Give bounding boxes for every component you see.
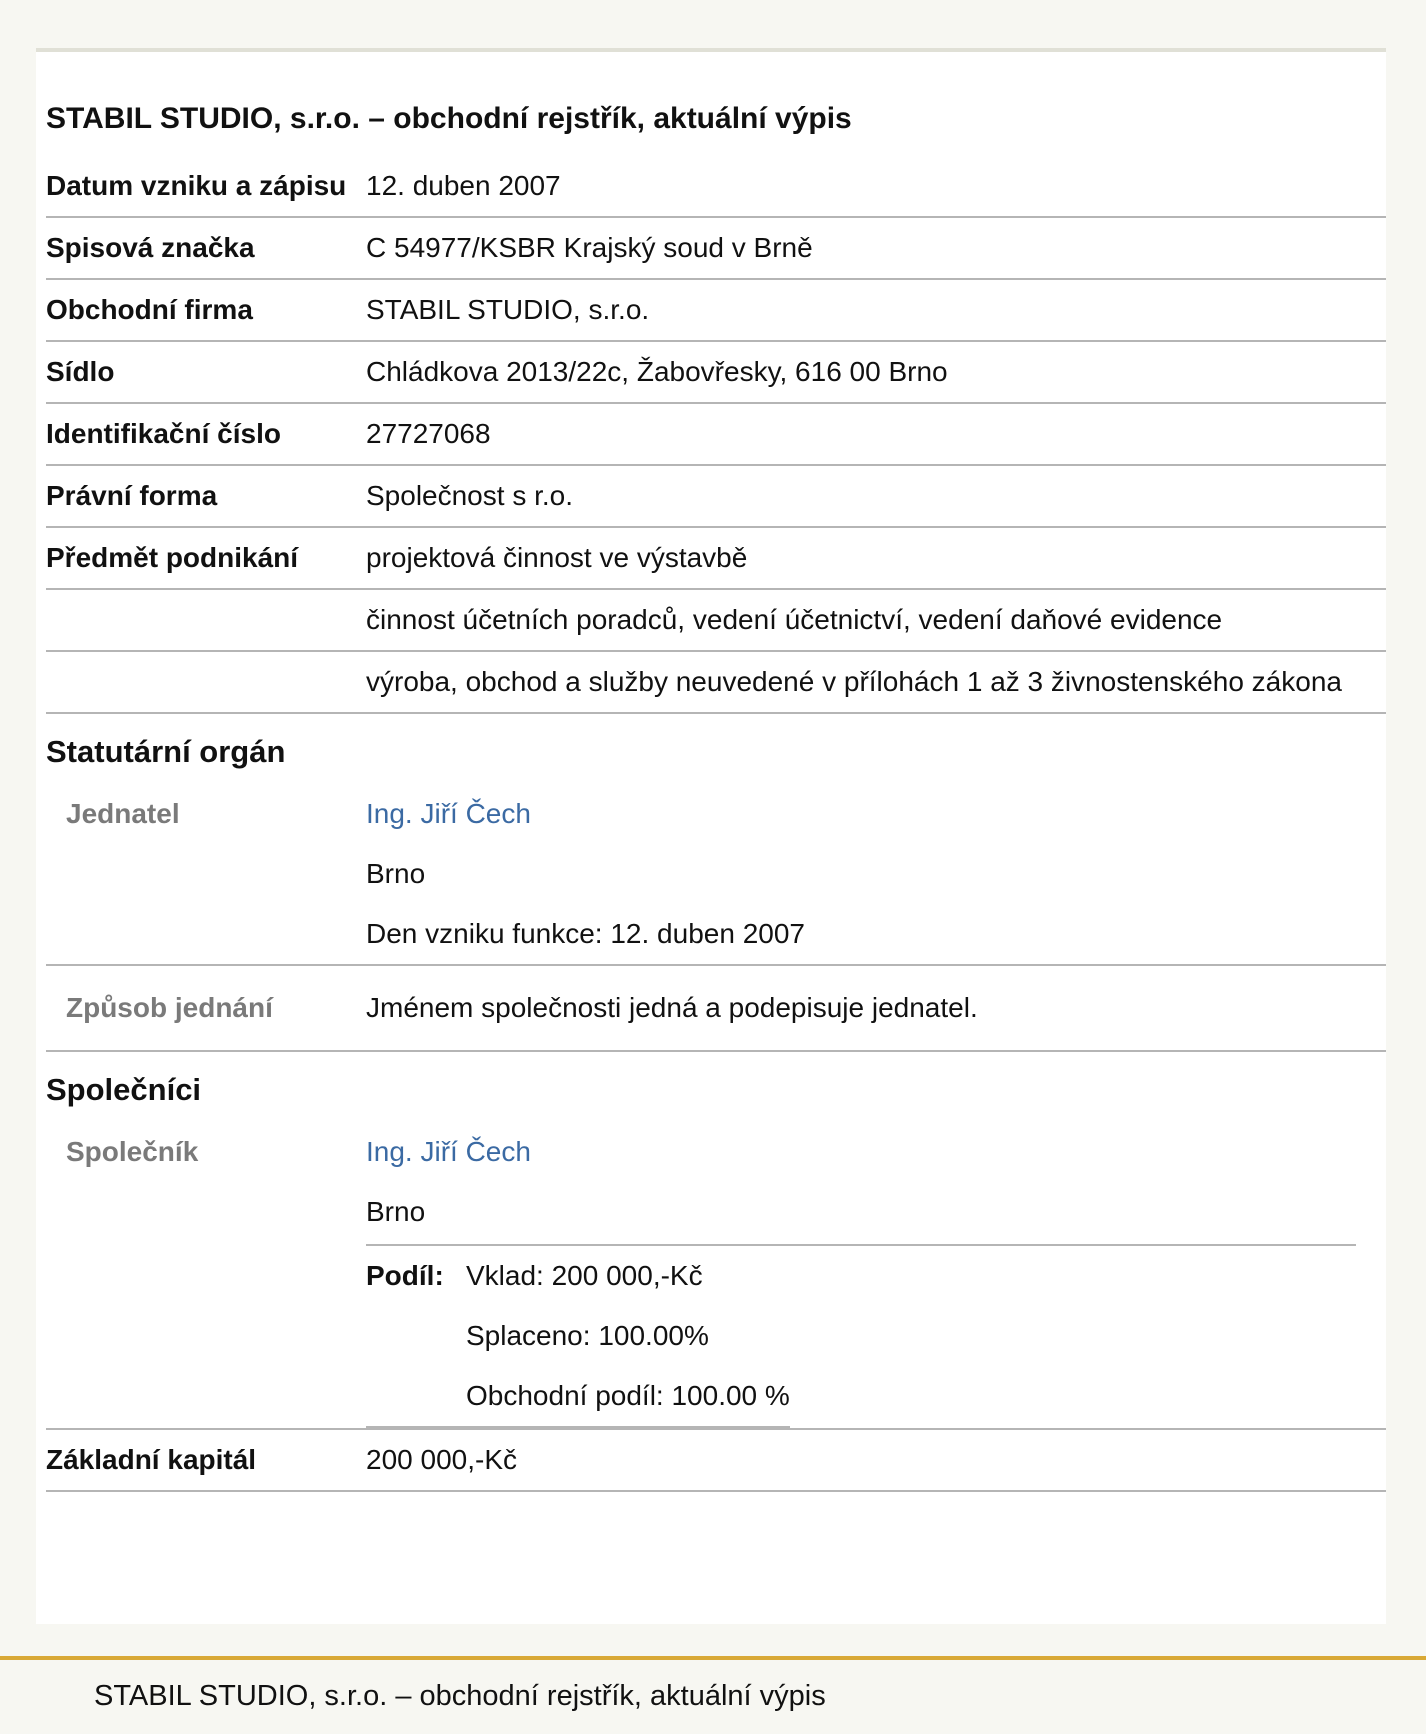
- predmet-item: činnost účetních poradců, vedení účetnictví, vedení daňové evidence: [366, 589, 1386, 651]
- jednatel-since: Den vzniku funkce: 12. duben 2007: [366, 918, 805, 949]
- row-jednatel: [46, 784, 1386, 965]
- label-forma: Právní forma: [46, 465, 366, 527]
- predmet-item: projektová činnost ve výstavbě: [366, 527, 1386, 589]
- value-ico: 27727068: [366, 403, 1386, 465]
- page-title: STABIL STUDIO, s.r.o. – obchodní rejstřík, aktuální výpis: [46, 102, 852, 135]
- value-datum: 12. duben 2007: [366, 156, 1386, 217]
- row-zpusob: [46, 965, 1386, 1051]
- footer-bar: [0, 1656, 1426, 1734]
- row-spis: [46, 217, 1386, 279]
- row-sidlo: [46, 341, 1386, 403]
- label-kapital: Základní kapitál: [46, 1429, 366, 1491]
- row-predmet-1: [46, 527, 1386, 589]
- label-datum: Datum vzniku a zápisu: [46, 156, 366, 217]
- label-jednatel: Jednatel: [46, 784, 366, 965]
- podil-obchodni: Obchodní podíl: 100.00 %: [466, 1380, 790, 1411]
- row-ico: [46, 403, 1386, 465]
- label-ico: Identifikační číslo: [46, 403, 366, 465]
- row-spolecnik: [46, 1122, 1386, 1429]
- footer-title: STABIL STUDIO, s.r.o. – obchodní rejstřík, aktuální výpis: [94, 1680, 826, 1712]
- podil-vklad: Vklad: 200 000,-Kč: [466, 1260, 703, 1291]
- label-firma: Obchodní firma: [46, 279, 366, 341]
- label-sidlo: Sídlo: [46, 341, 366, 403]
- label-predmet: Předmět podnikání: [46, 527, 366, 589]
- predmet-item: výroba, obchod a služby neuvedené v přílohách 1 až 3 živnostenského zákona: [366, 651, 1386, 713]
- row-firma: [46, 279, 1386, 341]
- jednatel-name-link[interactable]: Ing. Jiří Čech: [366, 798, 531, 829]
- register-card: [36, 48, 1386, 1624]
- value-sidlo: Chládkova 2013/22c, Žabovřesky, 616 00 Brno: [366, 341, 1386, 403]
- value-firma: STABIL STUDIO, s.r.o.: [366, 279, 1386, 341]
- jednatel-city: Brno: [366, 858, 426, 889]
- spolecnik-name-link[interactable]: Ing. Jiří Čech: [366, 1136, 531, 1167]
- value-forma: Společnost s r.o.: [366, 465, 1386, 527]
- section-heading-spolecnici: Společníci: [46, 1072, 202, 1107]
- label-spolecnik: Společník: [46, 1122, 366, 1429]
- value-kapital: 200 000,-Kč: [366, 1429, 1386, 1491]
- podil-label: Podíl:: [366, 1246, 466, 1427]
- label-zpusob: Způsob jednání: [46, 965, 366, 1051]
- value-zpusob: Jménem společnosti jedná a podepisuje jednatel.: [366, 965, 1386, 1051]
- podil-splaceno: Splaceno: 100.00%: [466, 1320, 709, 1351]
- row-datum: [46, 156, 1386, 217]
- row-kapital: [46, 1429, 1386, 1491]
- podil-block: [366, 1244, 1356, 1428]
- row-predmet-2: [46, 589, 1386, 651]
- section-spolecnici: [46, 1051, 1386, 1122]
- label-spis: Spisová značka: [46, 217, 366, 279]
- spolecnik-city: Brno: [366, 1196, 426, 1227]
- section-heading-statutarni: Statutární orgán: [46, 734, 286, 769]
- section-statutarni: [46, 713, 1386, 784]
- row-predmet-3: [46, 651, 1386, 713]
- value-spis: C 54977/KSBR Krajský soud v Brně: [366, 217, 1386, 279]
- row-forma: [46, 465, 1386, 527]
- register-table: [46, 156, 1386, 1492]
